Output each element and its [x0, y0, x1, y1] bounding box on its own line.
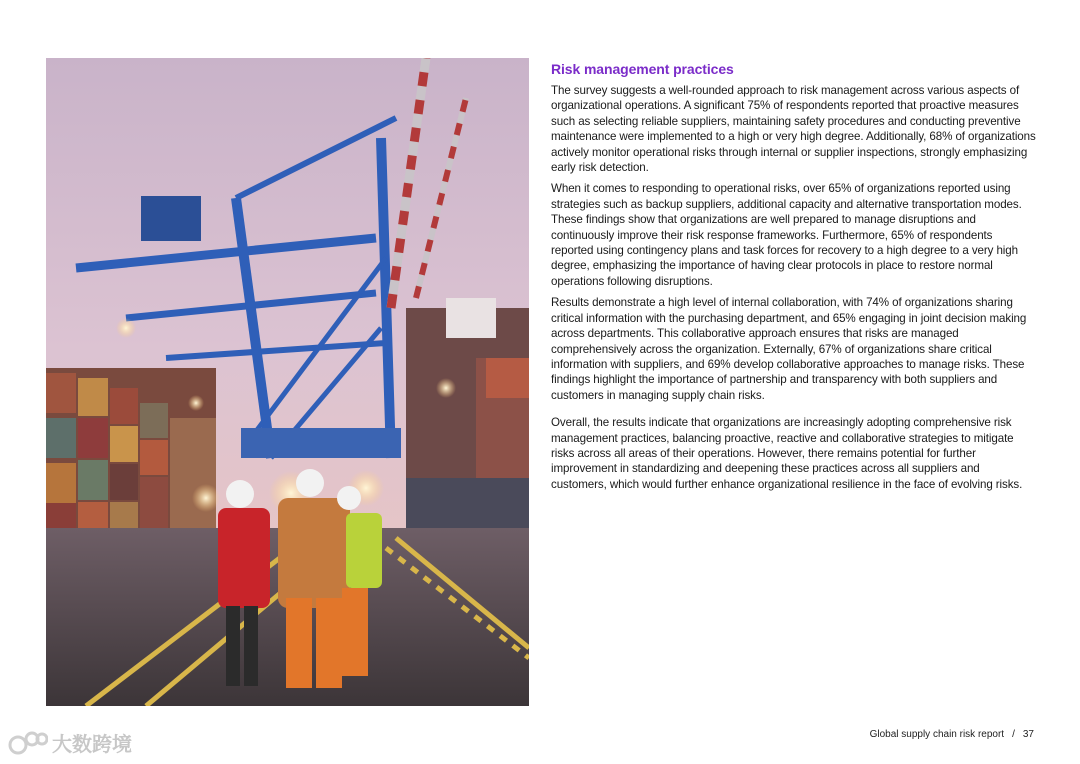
paragraph-collaboration: Results demonstrate a high level of internal collaboration, with 74% of organizations sharing critical information with the purchasing department, and 65% engaging in joint decision making across departments. This collaborative approach ensures that risks are managed comprehensively across the organization. Externally, 67% of organizations share critical information with suppliers, and 69% develop collaborative approaches to manage risks. These findings highlight the importance of partnership and transparency with both suppliers and customers in managing supply chain risks. [551, 296, 1027, 402]
page-footer [870, 729, 1034, 740]
section-heading: Risk management practices [551, 61, 734, 77]
container-stacks [46, 368, 216, 538]
report-title: Global supply chain risk report [869, 729, 1005, 740]
ship [406, 298, 529, 538]
port-photo [46, 58, 529, 706]
watermark [8, 728, 132, 757]
watermark-logo-icon [8, 729, 48, 757]
watermark-text: 大数跨境 [52, 734, 132, 756]
paragraph-responding: When it comes to responding to operational risks, over 65% of organizations reported using strategies such as backup suppliers, additional capacity and alternative transportation modes. These findings show that organizations are well prepared to manage disruptions and continuously improve their risk response frameworks. Furthermore, 65% of respondents reported using contingency plans and task forces for recovery to a high degree to a very high degree, emphasizing the importance of having clear protocols in place to restore normal operations following disruptions. [551, 182, 1022, 288]
article-section [551, 61, 1036, 498]
paragraph-overall: Overall, the results indicate that organizations are increasingly adopting comprehensive risk management practices, balancing proactive, reactive and collaborative strategies to mitigate risks across all areas of their operations. However, there remains potential for further improvement in standardizing and deepening these practices across all suppliers and customers, which would further enhance organizational resilience in the face of evolving risks. [551, 416, 1023, 491]
paragraph-proactive: The survey suggests a well-rounded approach to risk management across various aspects of organizational operations. A significant 75% of respondents reported that proactive measures such as selecting reliable suppliers, maintaining safety procedures and conducting preventive maintenance were implemented to a high or very high degree. Additionally, 68% of organizations actively monitor operational risks through internal or supplier inspections, strongly emphasizing early risk detection. [551, 84, 1036, 175]
page-number: 37 [1022, 729, 1034, 740]
footer-separator: / [1012, 729, 1015, 740]
